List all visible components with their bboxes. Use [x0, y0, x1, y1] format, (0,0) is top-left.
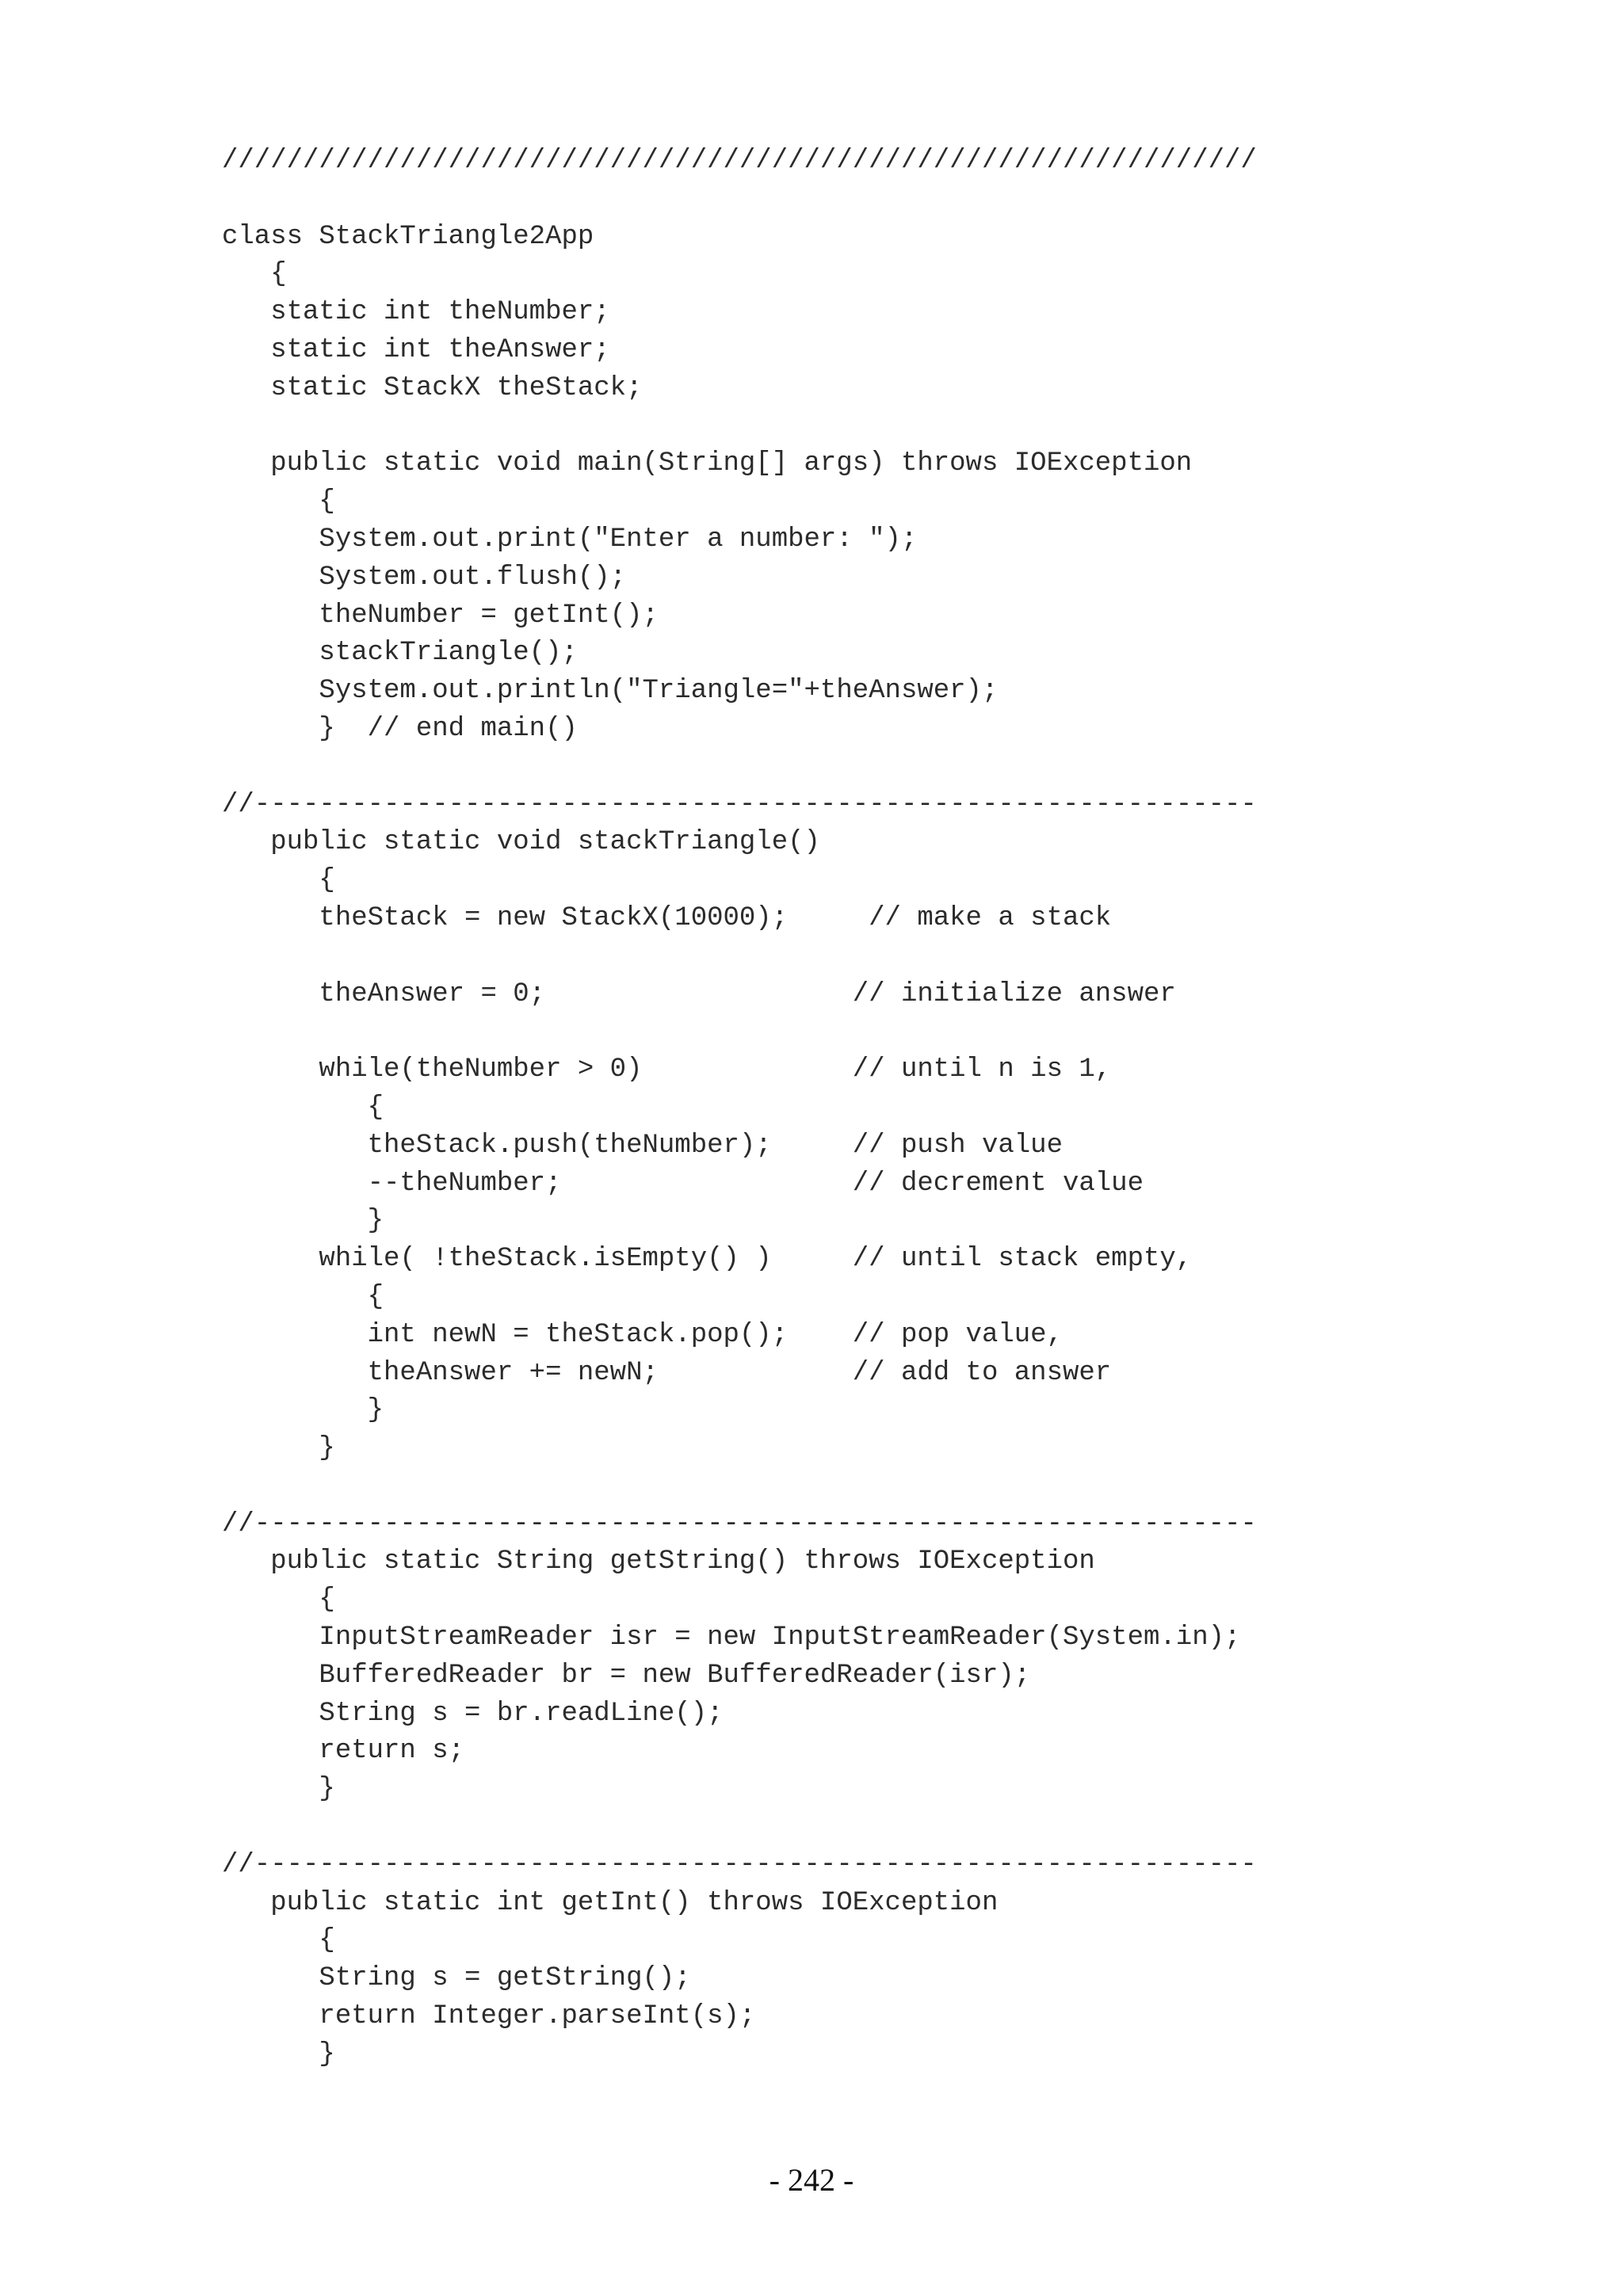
code-line: public static void stackTriangle() [222, 827, 820, 858]
code-line [222, 408, 1257, 446]
code-line: class StackTriangle2App [222, 221, 594, 252]
code-line: //-------------------------------------------------------------- [222, 789, 1257, 820]
code-line: public static int getInt() throws IOException [222, 1887, 999, 1918]
code-line [222, 1013, 1257, 1051]
code-line: theAnswer += newN; // add to answer [222, 1357, 1112, 1388]
code-line: System.out.flush(); [222, 562, 627, 593]
code-line: BufferedReader br = new BufferedReader(isr); [222, 1660, 1031, 1691]
code-line: } // end main() [222, 713, 578, 744]
code-line: public static String getString() throws IOException [222, 1547, 1095, 1577]
code-line: while(theNumber > 0) // until n is 1, [222, 1055, 1112, 1085]
code-line: //-------------------------------------------------------------- [222, 1508, 1257, 1539]
code-line: theStack = new StackX(10000); // make a stack [222, 902, 1112, 933]
code-line: static StackX theStack; [222, 372, 643, 403]
code-listing [222, 143, 1257, 2074]
code-line: while( !theStack.isEmpty() ) // until stack empty, [222, 1244, 1193, 1275]
code-line: theNumber = getInt(); [222, 600, 659, 631]
code-line: { [222, 259, 287, 290]
code-line: System.out.print("Enter a number: "); [222, 524, 918, 555]
code-line: String s = br.readLine(); [222, 1698, 724, 1729]
code-line: { [222, 1585, 335, 1615]
code-line: { [222, 1092, 384, 1123]
code-line: static int theAnswer; [222, 334, 610, 365]
code-line [222, 938, 1257, 976]
code-line: //-------------------------------------------------------------- [222, 1849, 1257, 1880]
code-line: } [222, 1206, 384, 1237]
code-line: --theNumber; // decrement value [222, 1168, 1144, 1199]
code-line: static int theNumber; [222, 297, 610, 328]
code-line: return s; [222, 1736, 465, 1767]
code-line: } [222, 1433, 335, 1464]
code-line: { [222, 1925, 335, 1956]
code-line: String s = getString(); [222, 1963, 691, 1994]
code-line: { [222, 865, 335, 896]
code-line: public static void main(String[] args) throws IOException [222, 448, 1193, 479]
code-line [222, 181, 1257, 219]
code-line: System.out.println("Triangle="+theAnswer); [222, 676, 999, 707]
code-line [222, 1809, 1257, 1847]
code-line: return Integer.parseInt(s); [222, 2001, 756, 2032]
code-line: { [222, 1281, 384, 1312]
code-line: int newN = theStack.pop(); // pop value, [222, 1319, 1063, 1350]
code-line [222, 1468, 1257, 1506]
code-line: theStack.push(theNumber); // push value [222, 1130, 1063, 1161]
code-line: } [222, 2039, 335, 2069]
code-line: stackTriangle(); [222, 638, 578, 669]
code-line: { [222, 486, 335, 517]
code-line: } [222, 1395, 384, 1426]
page-number: - 242 - [769, 2162, 854, 2198]
code-line [222, 749, 1257, 787]
code-line: InputStreamReader isr = new InputStreamReader(System.in); [222, 1623, 1241, 1653]
code-line: //////////////////////////////////////////////////////////////// [222, 146, 1257, 176]
code-line: theAnswer = 0; // initialize answer [222, 978, 1176, 1009]
code-line: } [222, 1774, 335, 1805]
